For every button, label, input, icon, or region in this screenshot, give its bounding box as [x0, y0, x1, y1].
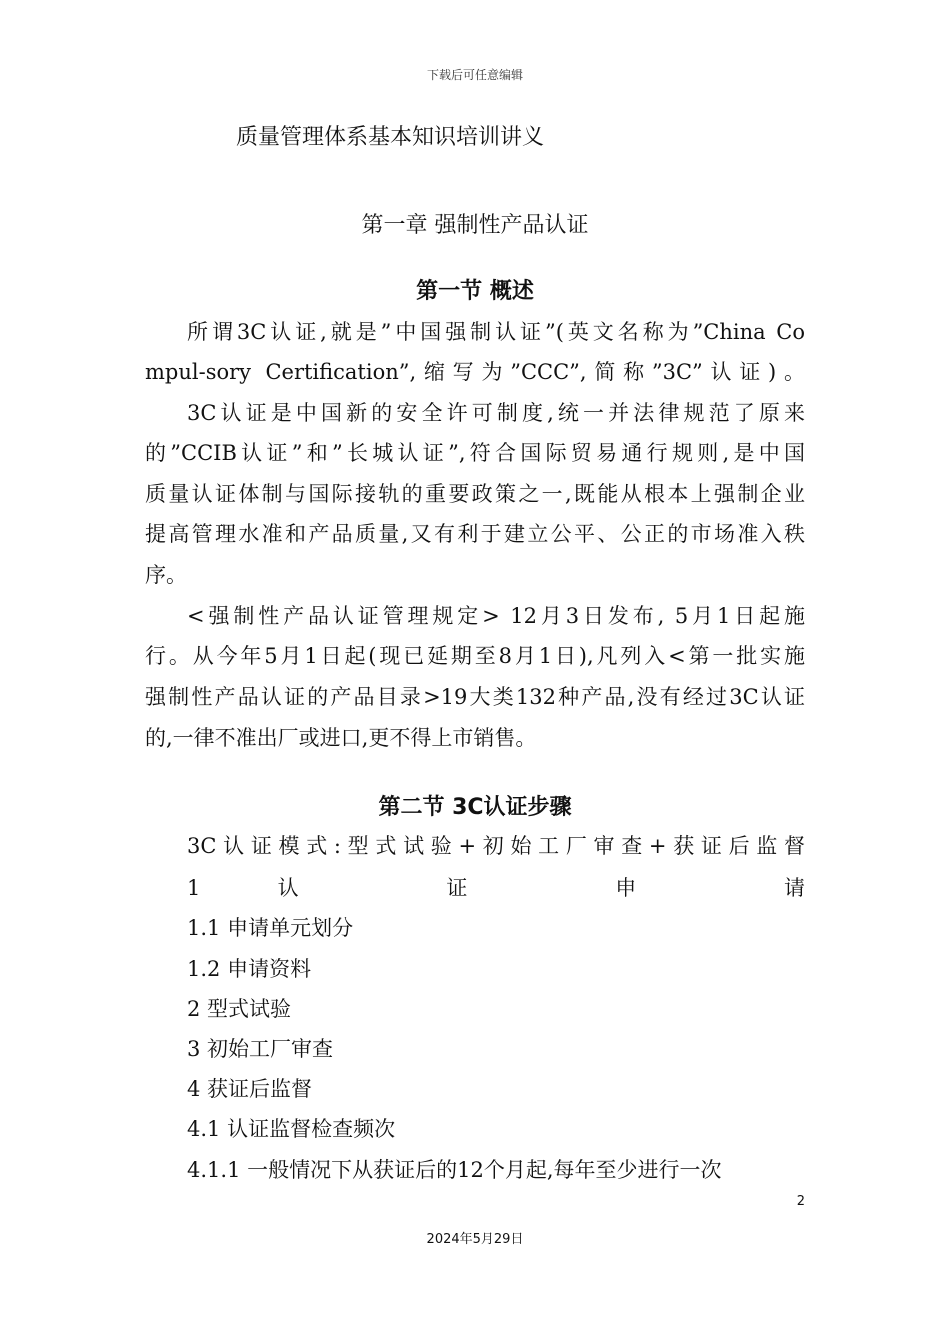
paragraph-line: 3C认证模式:型式试验+初始工厂审查+获证后监督	[187, 834, 805, 858]
section-title-overview: 第一节 概述	[416, 279, 534, 304]
section-title-3c-steps: 第二节 3C认证步骤	[378, 795, 572, 820]
paragraph-line: mpul-sory Certification”,缩写为”CCC”,简称”3C”认证)。	[145, 360, 805, 384]
paragraph-line: 序。	[145, 563, 187, 587]
paragraph-line: 强制性产品认证的产品目录>19大类132种产品,没有经过3C认证	[145, 685, 805, 709]
list-item: 1.2 申请资料	[187, 957, 312, 981]
paragraph-line: 所谓3C认证,就是”中国强制认证”(英文名称为”China Co	[187, 320, 805, 344]
paragraph-line: 质量认证体制与国际接轨的重要政策之一,既能从根本上强制企业	[145, 482, 805, 506]
list-item: 2 型式试验	[187, 997, 292, 1021]
paragraph-line: 的”CCIB认证”和”长城认证”,符合国际贸易通行规则,是中国	[145, 441, 805, 465]
page-number: 2	[796, 1194, 805, 1209]
list-item: 1 认 证 申 请	[187, 876, 805, 900]
list-item: 1.1 申请单元划分	[187, 916, 354, 940]
list-item: 4 获证后监督	[187, 1077, 313, 1101]
paragraph-line: 3C认证是中国新的安全许可制度,统一并法律规范了原来	[187, 401, 805, 425]
list-item: 4.1 认证监督检查频次	[187, 1117, 396, 1141]
paragraph-line: 提高管理水准和产品质量,又有利于建立公平、公正的市场准入秩	[145, 522, 805, 546]
chapter-title: 第一章 强制性产品认证	[361, 213, 589, 238]
page-header: 下载后可任意编辑	[426, 68, 523, 82]
paragraph-line: 行。从今年5月1日起(现已延期至8月1日),凡列入<第一批实施	[145, 644, 805, 668]
list-item: 3 初始工厂审查	[187, 1037, 334, 1061]
paragraph-line: 的,一律不准出厂或进口,更不得上市销售。	[145, 726, 537, 750]
list-item: 4.1.1 一般情况下从获证后的12个月起,每年至少进行一次	[187, 1158, 722, 1182]
document-title: 质量管理体系基本知识培训讲义	[236, 125, 545, 150]
paragraph-line: <强制性产品认证管理规定> 12月3日发布, 5月1日起施	[187, 604, 805, 628]
page-footer-date: 2024年5月29日	[426, 1232, 524, 1247]
